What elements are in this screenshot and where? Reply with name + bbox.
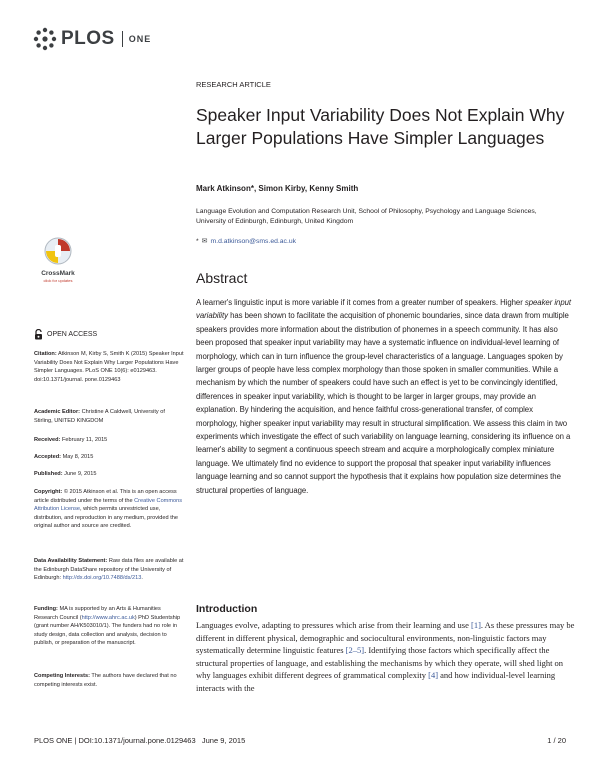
citation-label: Citation:: [34, 351, 57, 357]
corresponding-email: [196, 237, 296, 245]
crossmark-label: CrossMark: [41, 270, 75, 277]
data-availability-block: [34, 557, 184, 583]
received-label: Received:: [34, 437, 61, 443]
intro-text-1: Languages evolve, adapting to pressures which arise from their learning and use: [196, 620, 471, 630]
abstract-heading: Abstract: [196, 270, 248, 286]
open-lock-icon: [34, 329, 43, 340]
email-link[interactable]: m.d.atkinson@sms.ed.ac.uk: [210, 237, 297, 245]
logo-divider: [122, 31, 123, 47]
data-availability-end: .: [141, 575, 143, 582]
envelope-icon: ✉: [201, 238, 208, 245]
funding-text: MA is supported by an Arts & Humanities Research Council (: [34, 606, 161, 621]
open-access-badge: [34, 329, 97, 340]
article-title: Speaker Input Variability Does Not Explain Why Larger Populations Have Simpler Languages: [196, 105, 565, 148]
datashare-link[interactable]: http://dx.doi.org/10.7488/ds/213: [62, 575, 142, 582]
introduction-text: [196, 619, 576, 695]
asterisk-marker: *: [196, 237, 199, 245]
introduction-heading: Introduction: [196, 603, 258, 615]
open-access-label: OPEN ACCESS: [47, 331, 98, 338]
accepted-date: May 8, 2015: [62, 454, 94, 460]
competing-interests-text: The authors have declared that no competing interests exist.: [34, 673, 177, 688]
logo-brand: PLOS: [61, 28, 115, 49]
page-footer: [34, 736, 566, 745]
license-link[interactable]: Creative Commons Attribution License: [34, 497, 183, 513]
editor-block: [34, 408, 184, 425]
crossmark-sub: click for updates: [43, 278, 73, 283]
copyright-label: Copyright:: [34, 489, 63, 495]
accepted-block: [34, 453, 184, 462]
published-label: Published:: [34, 471, 63, 477]
ahrc-link[interactable]: http://www.ahrc.ac.uk: [81, 614, 135, 621]
received-block: [34, 436, 184, 445]
copyright-block: [34, 488, 184, 531]
intro-text-4: and how individual-level learning interacts with the: [196, 670, 556, 693]
copyright-text-end: , which permits unrestricted use, distribution, and reproduction in any medium, provided the original author and source are credited.: [34, 506, 178, 530]
article-type: RESEARCH ARTICLE: [196, 80, 271, 89]
intro-text-2: . As these pressures may be different in different physical, demographic and sociocultural environments, non-linguistic factors may systematically determine linguistic features: [196, 620, 575, 656]
crossmark-icon: [36, 236, 80, 270]
plos-dots-icon: [32, 26, 58, 52]
crossmark-badge[interactable]: [36, 236, 80, 288]
intro-text-3: . Identifying those factors which specifically affect the structural properties of language, and establishing the mechanisms by which they operate, will shed light on why languages exhibit different degrees of grammatical complexity: [196, 645, 564, 681]
footer-citation: PLOS ONE | DOI:10.1371/journal.pone.0129463 June 9, 2015: [34, 736, 246, 745]
citation-text: Atkinson M, Kirby S, Smith K (2015) Speaker Input Variability Does Not Explain Why Larger Populations Have Simpler Languages. PLoS ONE 10(6): e0129463. doi:10.1371/journal. pone.0129463: [34, 351, 184, 383]
received-date: February 11, 2015: [62, 437, 108, 443]
copyright-text: © 2015 Atkinson et al. This is an open access article distributed under the terms of the: [34, 489, 177, 504]
data-availability-text: Raw data files are available at the Edinburgh DataShare repository of the University of Edinburgh:: [34, 558, 184, 582]
accepted-label: Accepted:: [34, 454, 62, 460]
editor-text: Christine A Caldwell, University of Stirling, UNITED KINGDOM: [34, 409, 165, 424]
published-date: June 9, 2015: [64, 471, 97, 477]
abstract-emphasis: speaker input variability: [196, 298, 572, 321]
competing-interests-label: Competing Interests:: [34, 673, 90, 679]
funding-text-end: ) PhD Studentship (grant number AH/K503010/1). The funders had no role in study design, data collection and analysis, decision to publish, or preparation of the manuscript.: [34, 614, 181, 647]
affiliation: Language Evolution and Computation Research Unit, School of Philosophy, Psychology and Language Sciences, University of Edinburgh, Edinburgh, United Kingdom: [196, 208, 537, 225]
funding-block: [34, 605, 184, 648]
abstract-part-a: A learner's linguistic input is more variable if it comes from a greater number of speakers. Higher: [196, 298, 525, 307]
competing-interests-block: [34, 672, 184, 689]
funding-label: Funding:: [34, 606, 58, 612]
page-number: 1 / 20: [547, 736, 566, 745]
data-availability-label: Data Availability Statement:: [34, 558, 108, 564]
logo-journal: ONE: [128, 34, 152, 44]
reference-link-2[interactable]: [2–5]: [345, 645, 365, 656]
abstract-text: [196, 296, 576, 497]
published-block: [34, 470, 184, 479]
editor-label: Academic Editor:: [34, 409, 81, 415]
citation-block: [34, 350, 184, 384]
reference-link-1[interactable]: [1]: [470, 620, 481, 630]
plos-one-logo[interactable]: [32, 26, 151, 52]
reference-link-3[interactable]: [4]: [428, 670, 439, 681]
author-list: Mark Atkinson*, Simon Kirby, Kenny Smith: [196, 184, 359, 193]
abstract-part-b: has been shown to facilitate the acquisition of phonemic boundaries, since data drawn from multiple speakers provides more information about the distribution of phonemes in a speech community. It has also been proposed that speaker input variability may have a systematic influence on individual-level learning of morphology, which can in turn influence the group-level characteristics of a language. Languages spoken by larger groups of people have less complex morphology than those spoken in smaller communities. While a mechanism by which the number of speakers could have such an effect is yet to be convincingly identified, differences in speaker input variability, which is thought to be larger in larger groups, may provide an explanation. By hindering the acquisition, and hence faithful cross-generational transfer, of complex morphology, higher speaker input variability may result in structural simplification. We assess this claim in two experiments which investigate the effect of such variability on language learning, considering its influence on a learner's ability to segment a continuous speech stream and acquire a morphologically complex miniature language. We ultimately find no evidence to support the proposal that speaker input variability influences language learning and so cannot support the hypothesis that it explains how population size determines the structural properties of language.: [196, 311, 571, 495]
